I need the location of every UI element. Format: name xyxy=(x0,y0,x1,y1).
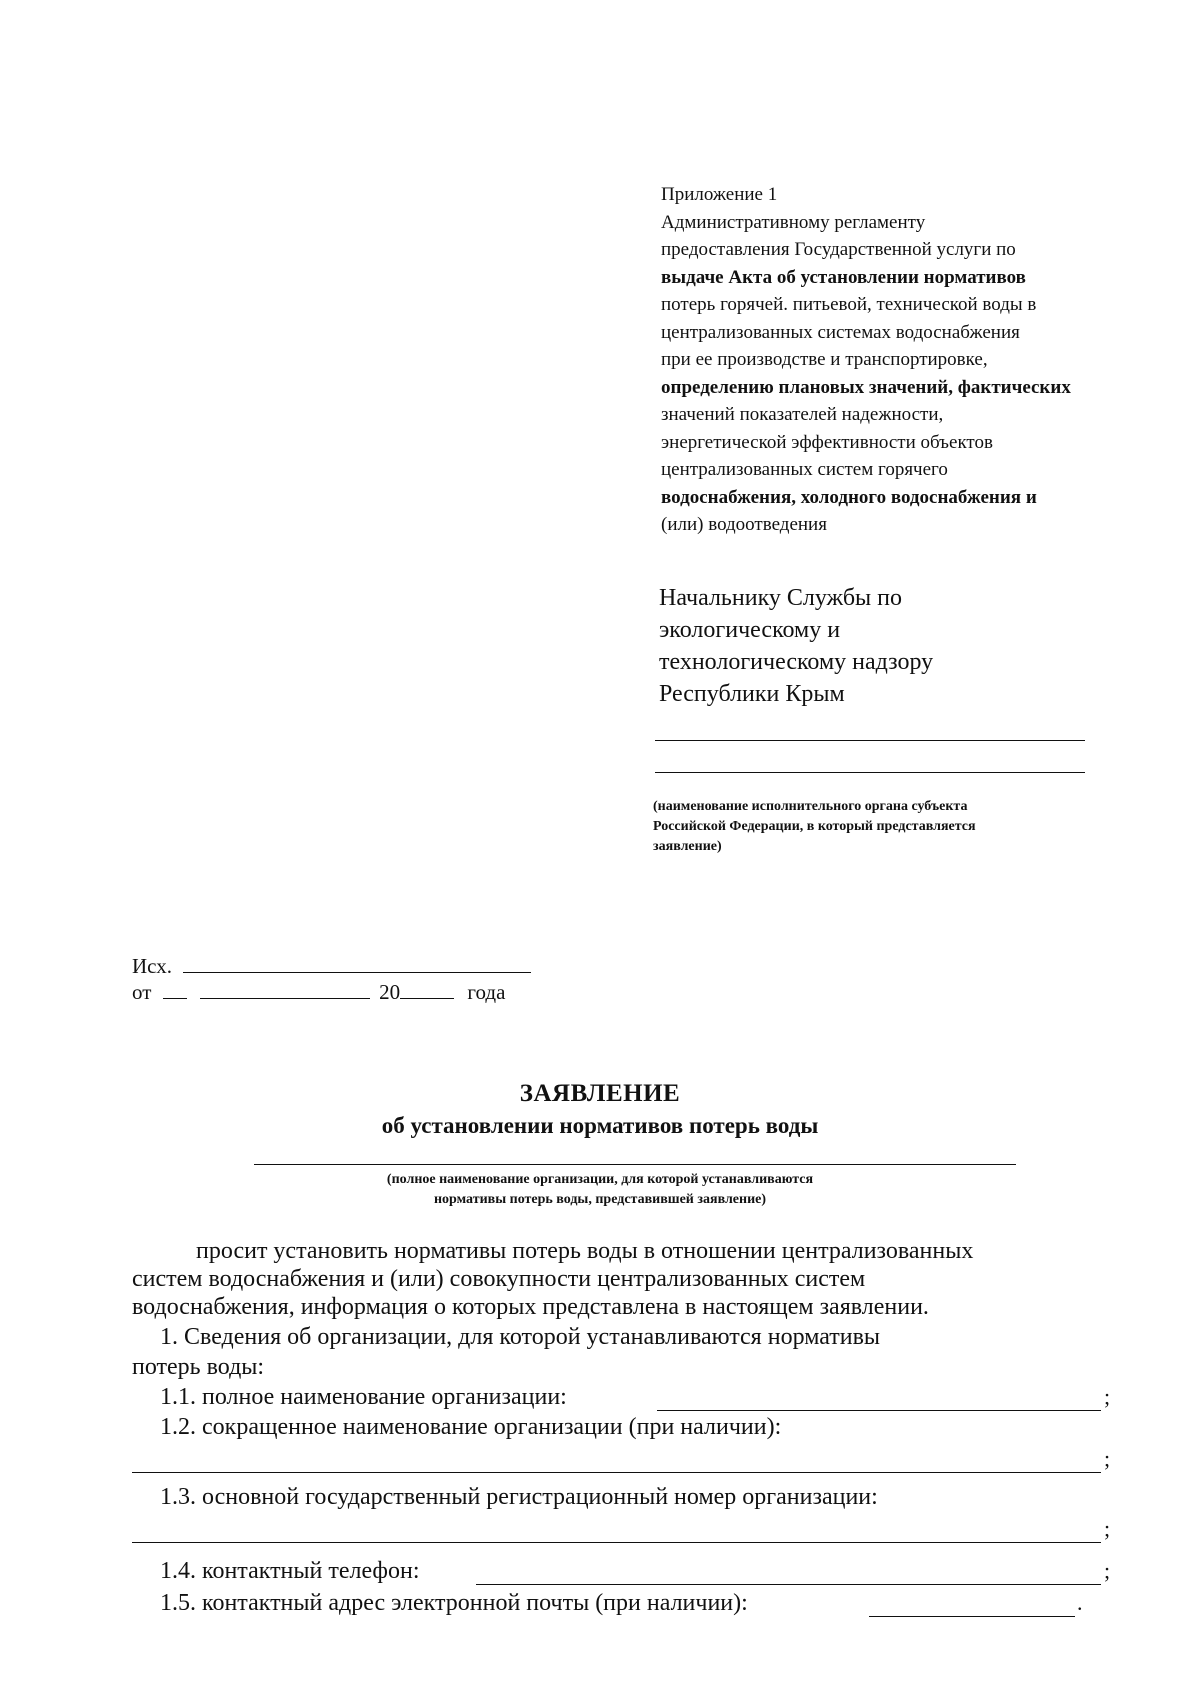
appendix-line: предоставления Государственной услуги по xyxy=(661,239,1016,260)
caption-line: (наименование исполнительного органа субъекта xyxy=(653,799,968,814)
section-heading-line: 1. Сведения об организации, для которой устанавливаются нормативы xyxy=(160,1324,881,1350)
addressee-fill-line[interactable] xyxy=(655,772,1085,773)
year-suffix: года xyxy=(467,980,506,1004)
appendix-line: потерь горячей. питьевой, технической воды в xyxy=(661,294,1037,315)
outgoing-number-row xyxy=(132,953,531,979)
appendix-line: энергетической эффективности объектов xyxy=(661,431,993,453)
semicolon: ; xyxy=(1104,1384,1111,1409)
appendix-header xyxy=(661,181,1181,539)
body-paragraph-line: систем водоснабжения и (или) совокупности централизованных систем xyxy=(132,1266,866,1292)
full-name-field[interactable] xyxy=(657,1410,1101,1411)
appendix-line: централизованных системах водоснабжения xyxy=(661,321,1020,343)
appendix-line: Административному регламенту xyxy=(661,211,926,233)
appendix-line: выдаче Акта об установлении нормативов xyxy=(661,266,1026,288)
organization-caption xyxy=(0,1170,1200,1210)
appendix-line: при ее производстве и транспортировке, xyxy=(661,349,988,370)
addressee-block xyxy=(659,582,1159,710)
short-name-field[interactable] xyxy=(132,1472,1101,1473)
body-paragraph-line: просит установить нормативы потерь воды в отношении централизованных xyxy=(196,1238,974,1264)
body-paragraph-line: водоснабжения, информация о которых представлена в настоящем заявлении. xyxy=(132,1294,929,1320)
semicolon: ; xyxy=(1104,1516,1111,1541)
addressee-line: технологическому надзору xyxy=(659,649,934,675)
date-row xyxy=(132,979,505,1005)
caption-line: (полное наименование организации, для которой устанавливаются xyxy=(386,1172,814,1187)
outgoing-number-label: Исх. xyxy=(132,954,172,978)
addressee-caption xyxy=(653,797,1133,857)
caption-line: заявление) xyxy=(653,839,722,854)
organization-name-field[interactable] xyxy=(254,1164,1016,1165)
appendix-line: централизованных систем горячего xyxy=(661,459,948,480)
item-1-3-label: 1.3. основной государственный регистрационный номер организации: xyxy=(160,1484,878,1510)
item-1-4-label: 1.4. контактный телефон: xyxy=(160,1558,420,1584)
semicolon: ; xyxy=(1104,1446,1111,1471)
phone-field[interactable] xyxy=(476,1584,1101,1585)
appendix-line: Приложение 1 xyxy=(661,184,778,205)
item-1-1-label: 1.1. полное наименование организации: xyxy=(160,1384,567,1410)
item-1-5-label: 1.5. контактный адрес электронной почты (при наличии): xyxy=(160,1590,748,1616)
month-field[interactable] xyxy=(200,980,370,999)
period: . xyxy=(1077,1590,1083,1615)
caption-line: нормативы потерь воды, представившей заявление) xyxy=(433,1192,767,1207)
addressee-fill-line[interactable] xyxy=(655,740,1085,741)
addressee-line: экологическому и xyxy=(659,617,841,643)
document-subtitle: об установлении нормативов потерь воды xyxy=(381,1113,819,1138)
appendix-line: (или) водоотведения xyxy=(661,514,827,535)
document-title: ЗАЯВЛЕНИЕ xyxy=(519,1080,681,1107)
date-label: от xyxy=(132,980,152,1004)
appendix-line: определению плановых значений, фактических xyxy=(661,376,1071,398)
email-field[interactable] xyxy=(869,1616,1075,1617)
semicolon: ; xyxy=(1104,1558,1111,1583)
appendix-line: водоснабжения, холодного водоснабжения и xyxy=(661,486,1037,508)
section-heading-line: потерь воды: xyxy=(132,1354,265,1380)
outgoing-number-field[interactable] xyxy=(183,954,531,973)
day-field[interactable] xyxy=(163,980,187,999)
addressee-line: Республики Крым xyxy=(659,681,845,707)
caption-line: Российской Федерации, в который представляется xyxy=(653,819,976,834)
appendix-line: значений показателей надежности, xyxy=(661,404,944,425)
item-1-2-label: 1.2. сокращенное наименование организации (при наличии): xyxy=(160,1414,782,1440)
year-prefix: 20 xyxy=(379,980,401,1004)
year-field[interactable] xyxy=(400,980,454,999)
addressee-line: Начальнику Службы по xyxy=(659,585,902,611)
ogrn-field[interactable] xyxy=(132,1542,1101,1543)
